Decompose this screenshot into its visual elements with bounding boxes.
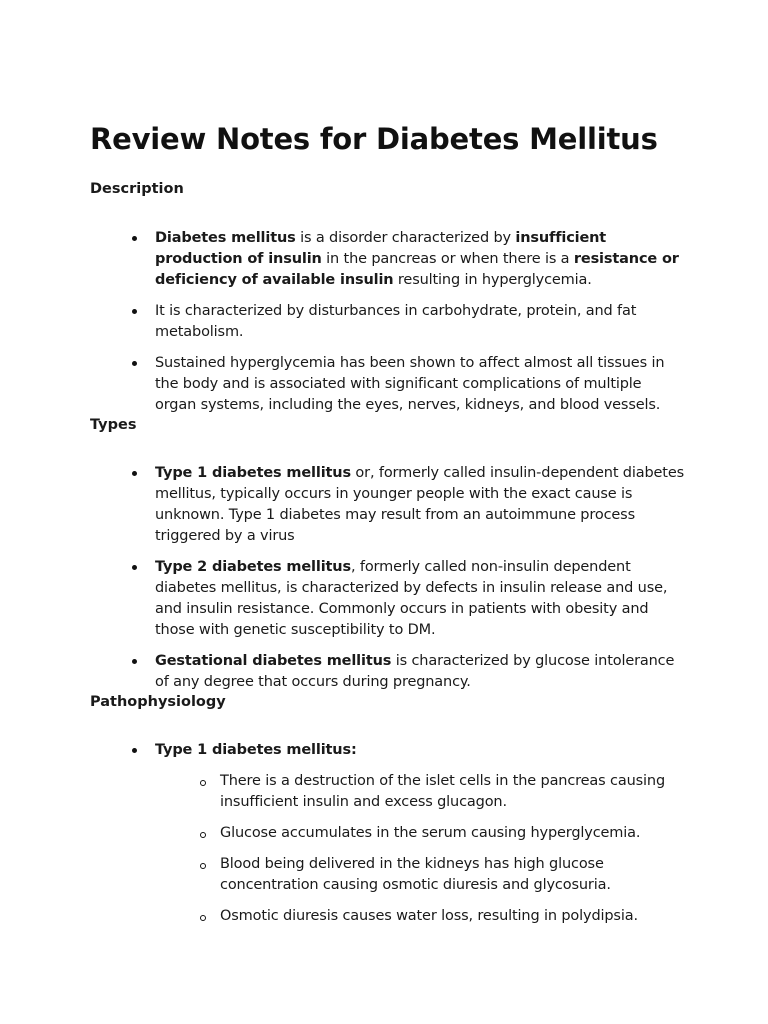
list-item	[155, 740, 685, 761]
page-title: Review Notes for Diabetes Mellitus	[90, 122, 658, 156]
types-list	[155, 463, 685, 693]
pathophysiology-list	[155, 740, 685, 761]
list-item	[155, 463, 685, 547]
list-item-text: Sustained hyperglycemia has been shown to affect almost all tissues in the body and is associated with significant complications of multiple organ systems, including the eyes, nerves, kidneys, and blood vessels.	[155, 355, 665, 413]
term-diabetes-mellitus: Diabetes mellitus	[155, 230, 296, 246]
sublist-item	[220, 823, 690, 844]
list-item	[155, 651, 685, 693]
description-list	[155, 228, 685, 416]
term-type-1-pathophysiology: Type 1 diabetes mellitus:	[155, 742, 357, 758]
sublist-item	[220, 771, 690, 813]
section-heading-types: Types	[90, 417, 137, 433]
term-resistance: resistance or deficiency of available insulin	[155, 251, 679, 288]
list-item	[155, 228, 685, 291]
sublist-item	[220, 854, 690, 896]
term-insufficient-insulin: insufficient production of insulin	[155, 230, 607, 267]
sublist-item-text: There is a destruction of the islet cells in the pancreas causing insufficient insulin and excess glucagon.	[220, 773, 666, 810]
sublist-item-text: Glucose accumulates in the serum causing hyperglycemia.	[220, 825, 641, 841]
term-type-1: Type 1 diabetes mellitus	[155, 465, 351, 481]
sublist-item-text: Osmotic diuresis causes water loss, resulting in polydipsia.	[220, 908, 638, 924]
list-item-text: is a disorder characterized by	[295, 230, 516, 246]
pathophysiology-sublist	[220, 771, 690, 927]
list-item-text: , formerly called non-insulin dependent diabetes mellitus, is characterized by defects in insulin release and use, and insulin resistance. Commonly occurs in patients with obesity and those with genetic susceptibility to DM.	[155, 559, 668, 638]
list-item	[155, 301, 685, 343]
list-item	[155, 557, 685, 641]
section-heading-description: Description	[90, 181, 184, 197]
list-item-text: It is characterized by disturbances in carbohydrate, protein, and fat metabolism.	[155, 303, 637, 340]
term-gestational: Gestational diabetes mellitus	[155, 653, 392, 669]
list-item-text: or, formerly called insulin-dependent diabetes mellitus, typically occurs in younger people with the exact cause is unknown. Type 1 diabetes may result from an autoimmune process triggered by a virus	[155, 465, 685, 544]
list-item	[155, 353, 685, 416]
sublist-item	[220, 906, 690, 927]
list-item-text: in the pancreas or when there is a	[321, 251, 574, 267]
section-heading-pathophysiology: Pathophysiology	[90, 694, 226, 710]
list-item-text: resulting in hyperglycemia.	[393, 272, 592, 288]
sublist-item-text: Blood being delivered in the kidneys has high glucose concentration causing osmotic diuresis and glycosuria.	[220, 856, 611, 893]
list-item-text: is characterized by glucose intolerance of any degree that occurs during pregnancy.	[155, 653, 675, 690]
term-type-2: Type 2 diabetes mellitus	[155, 559, 351, 575]
